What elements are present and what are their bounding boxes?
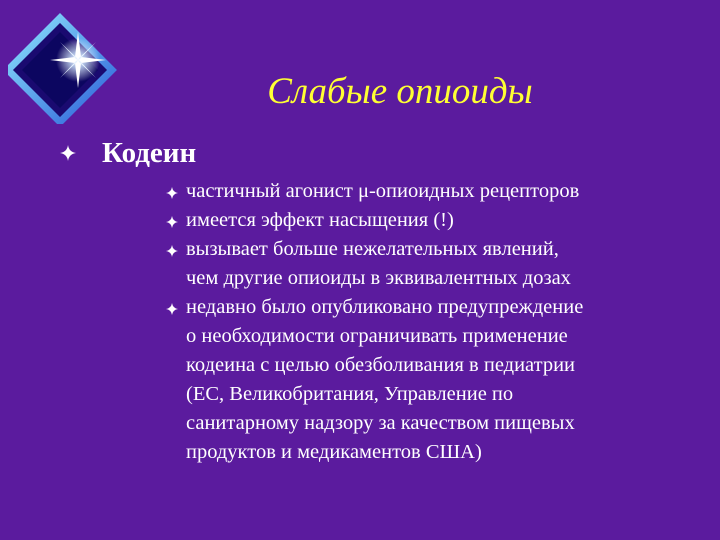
- diamond-bullet-icon: [60, 145, 76, 161]
- sub-point-text: вызывает больше нежелательных явлений, чем другие опиоиды в эквивалентных дозах: [186, 238, 571, 289]
- sub-point: [166, 206, 686, 235]
- diamond-bullet-icon: [166, 187, 178, 199]
- diamond-bullet-icon: [166, 216, 178, 228]
- sub-point: [166, 177, 686, 206]
- diamond-star-logo-icon: [8, 12, 120, 124]
- sub-point: [166, 293, 686, 467]
- sub-point-text: имеется эффект насыщения (!): [186, 209, 454, 231]
- level1-item-codeine: [60, 135, 196, 171]
- slide-title: Слабые опиоиды: [267, 71, 533, 112]
- sub-point-list: [166, 177, 686, 467]
- diamond-bullet-icon: [166, 245, 178, 257]
- sub-point-text: недавно было опубликовано предупреждение о необходимости ограничивать применение кодеина с целью обезболивания в педиатрии (ЕС, Великобритания, Управление по санитарному надзору за качеством пищевых продуктов и медикаментов США): [186, 296, 584, 463]
- diamond-bullet-icon: [166, 303, 178, 315]
- sub-point: [166, 235, 686, 293]
- sub-point-text: частичный агонист μ-опиоидных рецепторов: [186, 180, 580, 202]
- level1-heading: Кодеин: [102, 136, 197, 169]
